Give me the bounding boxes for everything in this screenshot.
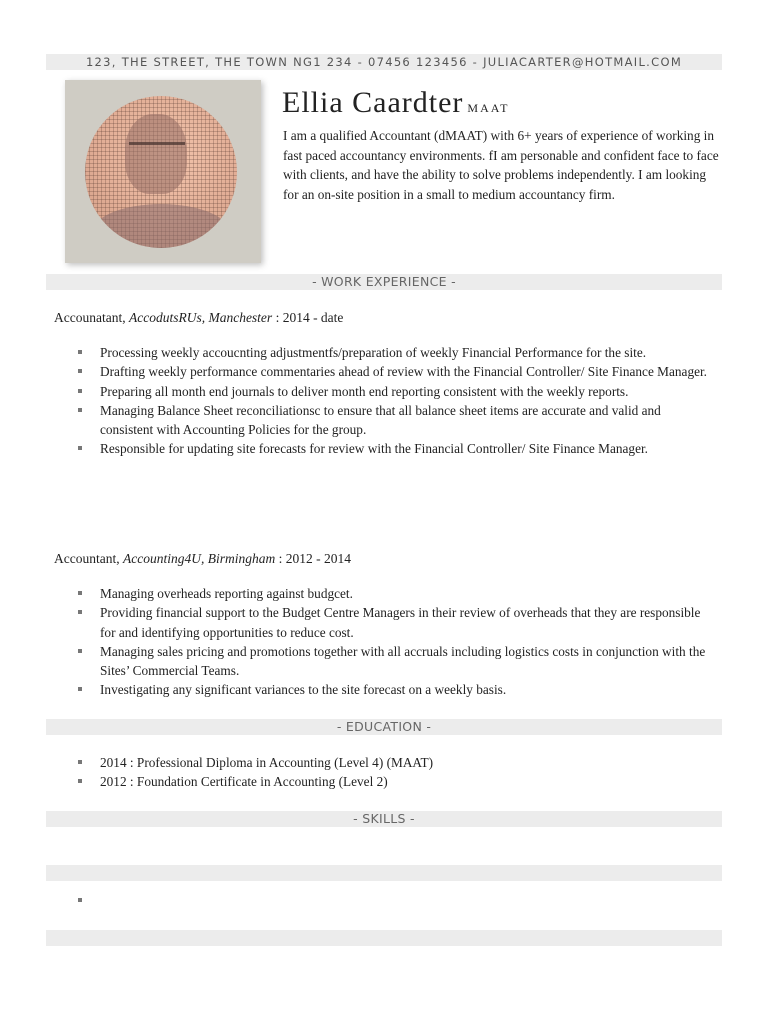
list-item: Drafting weekly performance commentaries ahead of review with the Financial Controller/ Site Finance Manager.: [76, 362, 716, 381]
list-item: Responsible for updating site forecasts for review with the Financial Controller/ Site Finance Manager.: [76, 439, 716, 458]
empty-section-bar: [46, 930, 722, 946]
skills-label: - SKILLS -: [353, 811, 415, 826]
empty-section-bar: [46, 865, 722, 881]
contact-line: 123, THE STREET, THE TOWN NG1 234 - 07456 123456 - JULIACARTER@HOTMAIL.COM: [85, 55, 683, 69]
list-item: [76, 891, 716, 910]
skills-list: [76, 891, 716, 910]
profile-photo-frame: [65, 80, 261, 263]
list-item: Processing weekly accoucnting adjustmentfs/preparation of weekly Financial Performance for the site.: [76, 343, 716, 362]
work-experience-label: - WORK EXPERIENCE -: [312, 274, 456, 289]
job-heading: [54, 310, 343, 326]
job-title: Accountant,: [54, 551, 123, 566]
list-item: Providing financial support to the Budget Centre Managers in their review of overheads that they are responsible for and identifying opportunities to reduce cost.: [76, 603, 716, 642]
work-experience-heading: [46, 274, 722, 290]
list-item: Managing overheads reporting against budgcet.: [76, 584, 716, 603]
contact-bar: [46, 54, 722, 70]
job-company: AccodutsRUs, Manchester: [128, 310, 273, 325]
job-dates: : 2012 - 2014: [275, 551, 351, 566]
education-heading: [46, 719, 722, 735]
profile-photo: [85, 96, 237, 248]
candidate-name: [282, 86, 509, 120]
photo-glasses: [129, 142, 185, 155]
education-list: [76, 753, 716, 792]
list-item: Investigating any significant variances to the site forecast on a weekly basis.: [76, 680, 716, 699]
job-company: Accounting4U, Birmingham: [122, 551, 276, 566]
list-item: 2014 : Professional Diploma in Accounting (Level 4) (MAAT): [76, 753, 716, 772]
list-item: 2012 : Foundation Certificate in Accounting (Level 2): [76, 772, 716, 791]
job-bullets: [76, 584, 716, 700]
job-heading: [54, 551, 351, 567]
list-item: Preparing all month end journals to deliver month end reporting consistent with the weekly reports.: [76, 382, 716, 401]
profile-summary: I am a qualified Accountant (dMAAT) with 6+ years of experience of working in fast paced accountancy environments. fI am personable and confident face to face with clients, and have the ability to solve problems independently. I am looking for an on-site position in a small to medium accountancy firm.: [283, 128, 719, 202]
job-dates: : 2014 - date: [272, 310, 344, 325]
job-title: Accounatant,: [54, 310, 129, 325]
name-suffix: MAAT: [467, 101, 510, 115]
education-label: - EDUCATION -: [336, 719, 432, 734]
list-item: Managing Balance Sheet reconciliationsc to ensure that all balance sheet items are accurate and valid and consistent with Accounting Policies for the group.: [76, 401, 716, 440]
photo-shoulders: [91, 204, 231, 248]
skills-heading: [46, 811, 722, 827]
name-text: Ellia Caardter: [282, 86, 464, 119]
list-item: Managing sales pricing and promotions together with all accruals including logistics costs in conjunction with the Sites’ Commercial Teams.: [76, 642, 716, 681]
job-bullets: [76, 343, 716, 459]
